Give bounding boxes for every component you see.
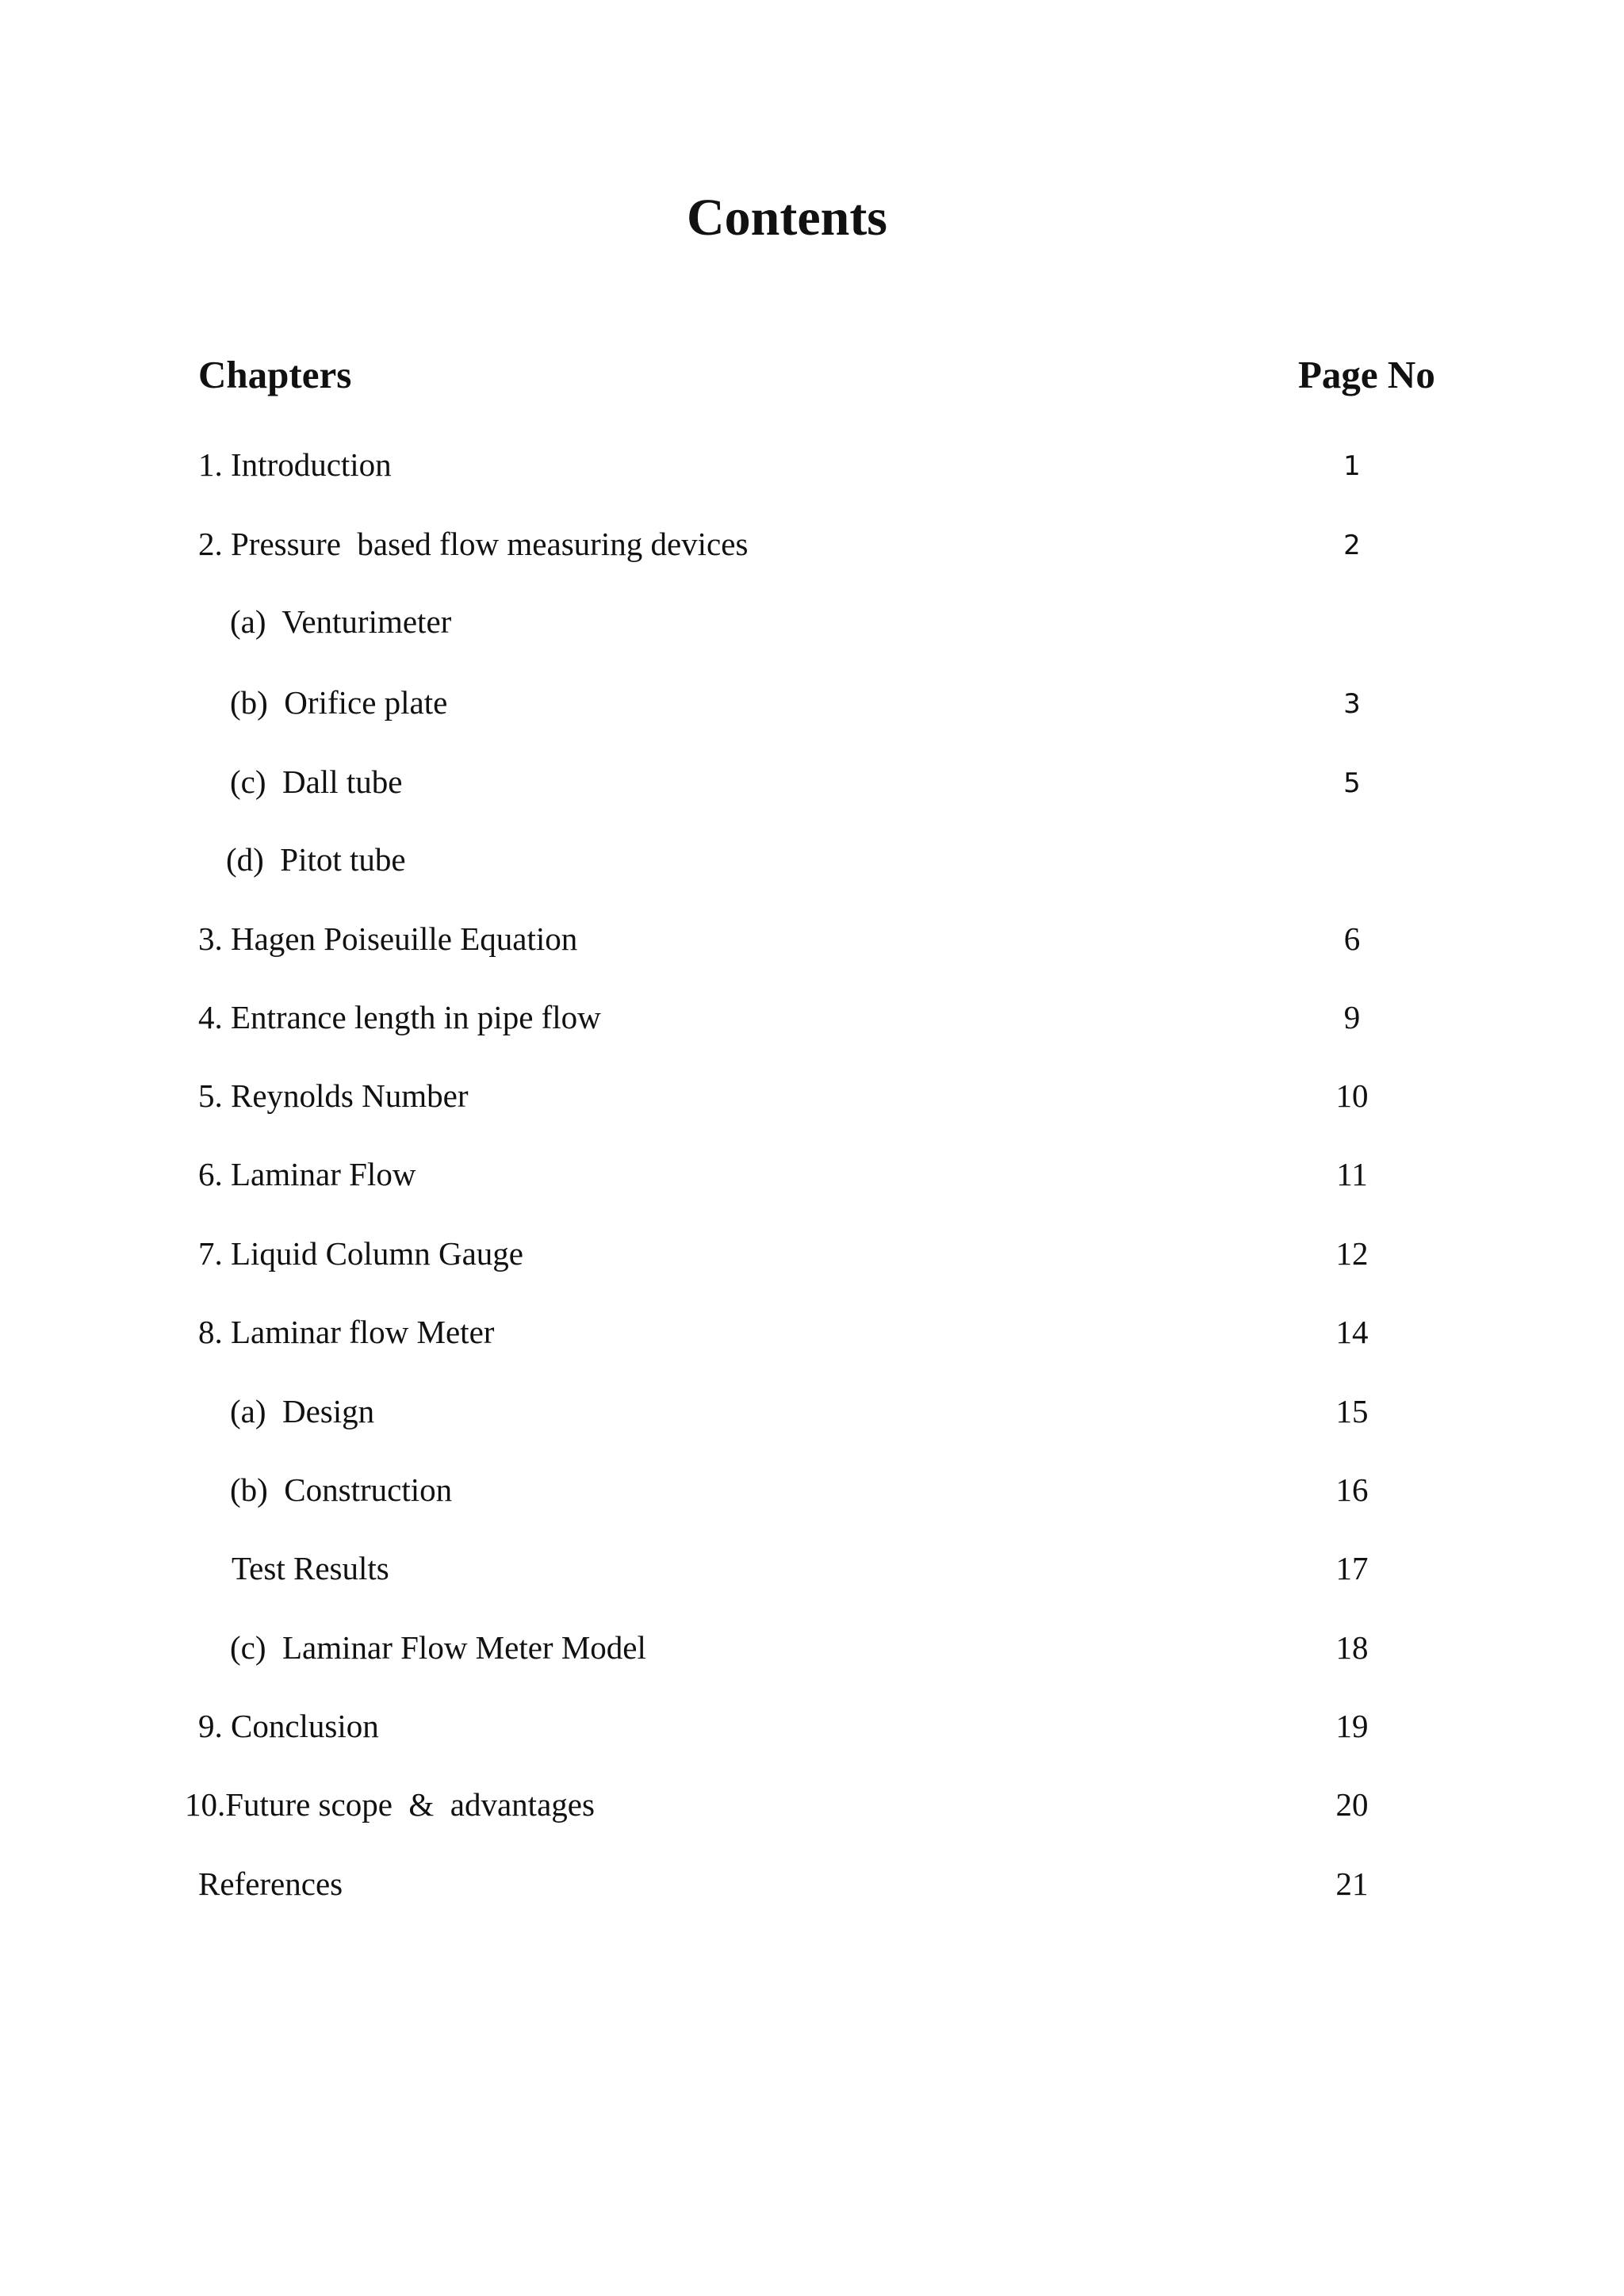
toc-entry-label: (d) Pitot tube (226, 841, 406, 878)
toc-entry-page: 21 (1335, 1866, 1369, 1902)
toc-entry-page: 10 (1335, 1077, 1369, 1114)
toc-entry-flow-meter-model (0, 1628, 1624, 1684)
toc-entry-label: 8. Laminar flow Meter (198, 1314, 495, 1350)
toc-entry-label: 6. Laminar Flow (198, 1156, 416, 1192)
toc-entry-pitot-tube (0, 840, 1624, 896)
toc-entry-venturimeter (0, 603, 1624, 658)
toc-entry-page: 2 (1343, 530, 1361, 561)
toc-entry-label: (a) Design (230, 1393, 375, 1429)
toc-entry-future-scope (0, 1785, 1624, 1841)
toc-entry-page: 18 (1335, 1629, 1369, 1666)
toc-entry-label: 1. Introduction (198, 446, 392, 483)
toc-entry-pressure-devices (0, 525, 1624, 580)
page-title: Contents (686, 189, 887, 247)
toc-entry-label: (a) Venturimeter (230, 603, 452, 640)
toc-entry-label: 3. Hagen Poiseuille Equation (198, 920, 578, 957)
toc-entry-page: 14 (1335, 1314, 1369, 1350)
toc-entry-page: 17 (1335, 1550, 1369, 1586)
page-no-column-header: Page No (1298, 353, 1435, 396)
toc-entry-design (0, 1392, 1624, 1448)
toc-entry-page: 9 (1343, 999, 1361, 1035)
toc-entry-label: 7. Liquid Column Gauge (198, 1235, 523, 1272)
toc-entry-dall-tube (0, 763, 1624, 818)
toc-entry-page: 15 (1335, 1393, 1369, 1429)
toc-entry-label: 4. Entrance length in pipe flow (198, 999, 601, 1035)
toc-entry-page: 1 (1343, 450, 1361, 482)
toc-entry-label: 5. Reynolds Number (198, 1077, 469, 1114)
toc-entry-label: 2. Pressure based flow measuring devices (198, 526, 749, 562)
toc-entry-liquid-column-gauge (0, 1234, 1624, 1290)
toc-entry-label: Test Results (232, 1550, 389, 1586)
toc-entry-hagen-poiseuille (0, 920, 1624, 975)
toc-entry-label: 10.Future scope & advantages (185, 1786, 595, 1823)
toc-entry-label: 9. Conclusion (198, 1708, 379, 1744)
toc-entry-page: 5 (1343, 767, 1361, 799)
toc-entry-page: 19 (1335, 1708, 1369, 1744)
toc-entry-page: 16 (1335, 1471, 1369, 1508)
chapters-column-header: Chapters (198, 353, 352, 396)
toc-entry-page: 12 (1335, 1235, 1369, 1272)
toc-entry-references (0, 1865, 1624, 1920)
toc-entry-page: 20 (1335, 1786, 1369, 1823)
toc-entry-label: References (198, 1866, 343, 1902)
toc-entry-reynolds-number (0, 1077, 1624, 1132)
toc-entry-construction (0, 1471, 1624, 1526)
toc-entry-entrance-length (0, 998, 1624, 1054)
toc-entry-orifice-plate (0, 683, 1624, 739)
toc-entry-laminar-flow (0, 1155, 1624, 1211)
toc-entry-introduction (0, 446, 1624, 501)
toc-entry-conclusion (0, 1707, 1624, 1762)
toc-entry-laminar-flow-meter (0, 1313, 1624, 1368)
toc-entry-test-results (0, 1549, 1624, 1605)
toc-entry-label: (c) Laminar Flow Meter Model (230, 1629, 646, 1666)
toc-entry-page: 3 (1343, 688, 1361, 720)
toc-entry-label: (b) Construction (230, 1471, 453, 1508)
toc-entry-page: 11 (1336, 1156, 1368, 1192)
toc-entry-label: (b) Orifice plate (230, 684, 448, 721)
toc-entry-label: (c) Dall tube (230, 763, 403, 800)
toc-entry-page: 6 (1343, 920, 1361, 957)
